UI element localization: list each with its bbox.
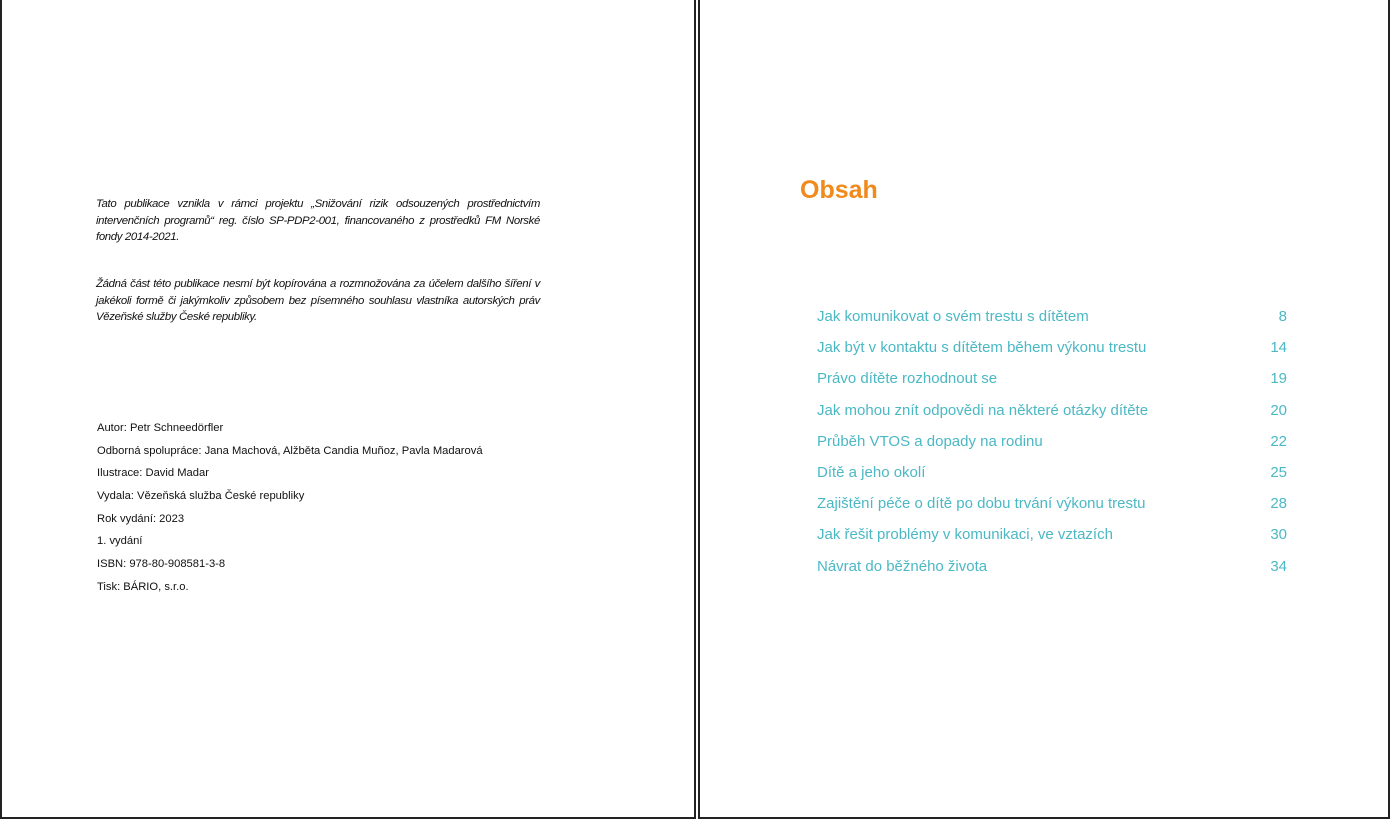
toc-entry-label: Jak řešit problémy v komunikaci, ve vztazích [817,526,1113,544]
toc-entry-page: 34 [1270,557,1287,575]
toc-entry[interactable] [817,369,1287,400]
right-page [698,0,1390,819]
toc-entry-label: Zajištění péče o dítě po dobu trvání výkonu trestu [817,495,1146,513]
toc-title: Obsah [800,176,878,204]
credit-illustration: Ilustrace: David Madar [97,467,209,480]
credit-author: Autor: Petr Schneedörfler [97,422,224,434]
project-note: Tato publikace vznikla v rámci projektu „Snižování rizik odsouzených prostřednictvím intervenčních programů“ reg. číslo SP-PDP2-001, financovaného z prostředků FM Norské fondy 2014-2021. [96,198,540,243]
credit-print: Tisk: BÁRIO, s.r.o. [97,580,189,593]
toc-entry[interactable] [817,401,1287,432]
credit-edition: 1. vydání [97,535,143,548]
toc-entry-page: 25 [1270,463,1287,481]
credit-publisher: Vydala: Vězeňská služba České republiky [97,490,305,503]
toc-entry-label: Průběh VTOS a dopady na rodinu [817,432,1043,450]
toc-entry-page: 20 [1270,401,1287,419]
toc-entry-label: Jak mohou znít odpovědi na některé otázky dítěte [817,401,1149,419]
toc-entry[interactable] [817,525,1287,556]
imprint-credits [97,420,483,602]
toc-entry-label: Právo dítěte rozhodnout se [817,370,998,388]
toc-entry-label: Dítě a jeho okolí [817,463,926,481]
toc-entry[interactable] [817,494,1287,525]
toc-entry[interactable] [817,338,1287,369]
credit-collaboration: Odborná spolupráce: Jana Machová, Alžběta Candia Muñoz, Pavla Madarová [97,444,483,457]
toc-entry-page: 14 [1270,339,1287,357]
toc-entry-label: Jak být v kontaktu s dítětem během výkonu trestu [817,339,1147,357]
toc-entry[interactable] [817,557,1287,588]
credit-isbn: ISBN: 978-80-908581-3-8 [97,558,226,571]
toc-entry-page: 22 [1270,432,1287,450]
toc-entry[interactable] [817,307,1287,338]
toc-entry-label: Návrat do běžného života [817,557,988,575]
table-of-contents [817,307,1287,588]
toc-entry-page: 30 [1270,526,1287,544]
credit-year: Rok vydání: 2023 [97,512,185,525]
copyright-note: Žádná část této publikace nesmí být kopírována a rozmnožována za účelem dalšího šíření v jakékoli formě či jakýmkoliv způsobem bez písemného souhlasu vlastníka autorských práv Vězeňské služby České republiky. [96,278,540,323]
toc-entry-page: 8 [1278,308,1287,325]
toc-entry-page: 19 [1270,370,1287,388]
toc-entry-label: Jak komunikovat o svém trestu s dítětem [817,308,1089,325]
toc-entry[interactable] [817,432,1287,463]
toc-entry-page: 28 [1270,495,1287,513]
toc-entry[interactable] [817,463,1287,494]
